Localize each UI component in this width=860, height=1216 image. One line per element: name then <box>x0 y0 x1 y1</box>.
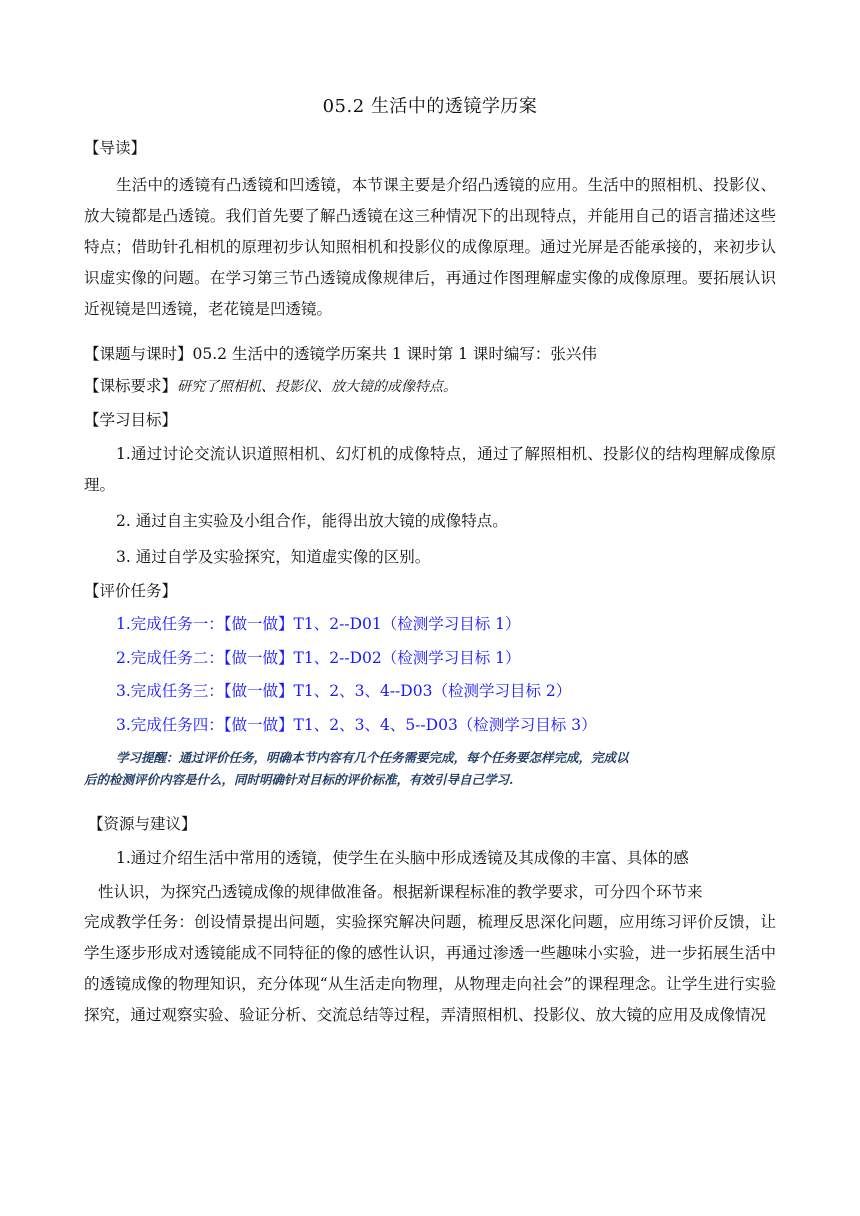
lesson-line <box>84 342 597 364</box>
resources-line-2: 性认识，为探究凸透镜成像的规律做准备。根据新课程标准的教学要求，可分四个环节来 <box>98 883 703 901</box>
lesson-text: 05.2 生活中的透镜学历案共 1 课时第 1 课时编写：张兴伟 <box>192 345 597 363</box>
guide-heading: 【导读】 <box>84 139 147 157</box>
study-tip-line-1: 学习提醒：通过评价任务，明确本节内容有几个任务需要完成，每个任务要怎样完成，完成以 <box>116 750 629 765</box>
goal-item-1: 1.通过讨论交流认识道照相机、幻灯机的成像特点，通过了解照相机、投影仪的结构理解成像原理。 <box>84 445 776 494</box>
tasks-heading: 【评价任务】 <box>84 582 178 600</box>
task-item-3: 3.完成任务三：【做一做】T1、2、3、4--D03（检测学习目标 2） <box>116 682 572 700</box>
goal-item-2: 2. 通过自主实验及小组合作，能得出放大镜的成像特点。 <box>116 512 508 530</box>
goal-item-3: 3. 通过自学及实验探究，知道虚实像的区别。 <box>116 548 431 566</box>
resources-line-1: 1.通过介绍生活中常用的透镜，使学生在头脑中形成透镜及其成像的丰富、具体的感 <box>116 849 689 867</box>
standard-heading: 【课标要求】 <box>84 377 178 395</box>
standard-line <box>84 374 457 396</box>
guide-paragraph: 生活中的透镜有凸透镜和凹透镜，本节课主要是介绍凸透镜的应用。生活中的照相机、投影仪、放大镜都是凸透镜。我们首先要了解凸透镜在这三种情况下的出现特点，并能用自己的语言描述这些特点；借助针孔相机的原理初步认知照相机和投影仪的成像原理。通过光屏是否能承接的，来初步认识虚实像的问题。在学习第三节凸透镜成像规律后，再通过作图理解虚实像的成像原理。要拓展认识近视镜是凹透镜，老花镜是凹透镜。 <box>84 176 776 318</box>
task-item-1: 1.完成任务一：【做一做】T1、2--D01（检测学习目标 1） <box>116 615 521 633</box>
standard-text: 研究了照相机、投影仪、放大镜的成像特点。 <box>177 379 458 395</box>
goals-heading: 【学习目标】 <box>84 411 178 429</box>
study-tip-line-2: 后的检测评价内容是什么，同时明确针对目标的评价标准，有效引导自己学习. <box>84 772 514 787</box>
resources-heading: 【资源与建议】 <box>88 815 197 833</box>
page-title: 05.2 生活中的透镜学历案 <box>322 96 538 117</box>
study-tip <box>84 747 776 791</box>
task-item-2: 2.完成任务二：【做一做】T1、2--D02（检测学习目标 1） <box>116 649 521 667</box>
resources-paragraph: 完成教学任务：创设情景提出问题，实验探究解决问题，梳理反思深化问题，应用练习评价反馈，让学生逐步形成对透镜能成不同特征的像的感性认识，再通过渗透一些趣味小实验，进一步拓展生活中的透镜成像的物理知识，充分体现“从生活走向物理，从物理走向社会”的课程理念。让学生进行实验探究，通过观察实验、验证分析、交流总结等过程，弄清照相机、投影仪、放大镜的应用及成像情况 <box>84 913 776 1024</box>
lesson-heading: 【课题与课时】 <box>84 345 193 363</box>
task-item-4: 3.完成任务四：【做一做】T1、2、3、4、5--D03（检测学习目标 3） <box>116 716 597 734</box>
